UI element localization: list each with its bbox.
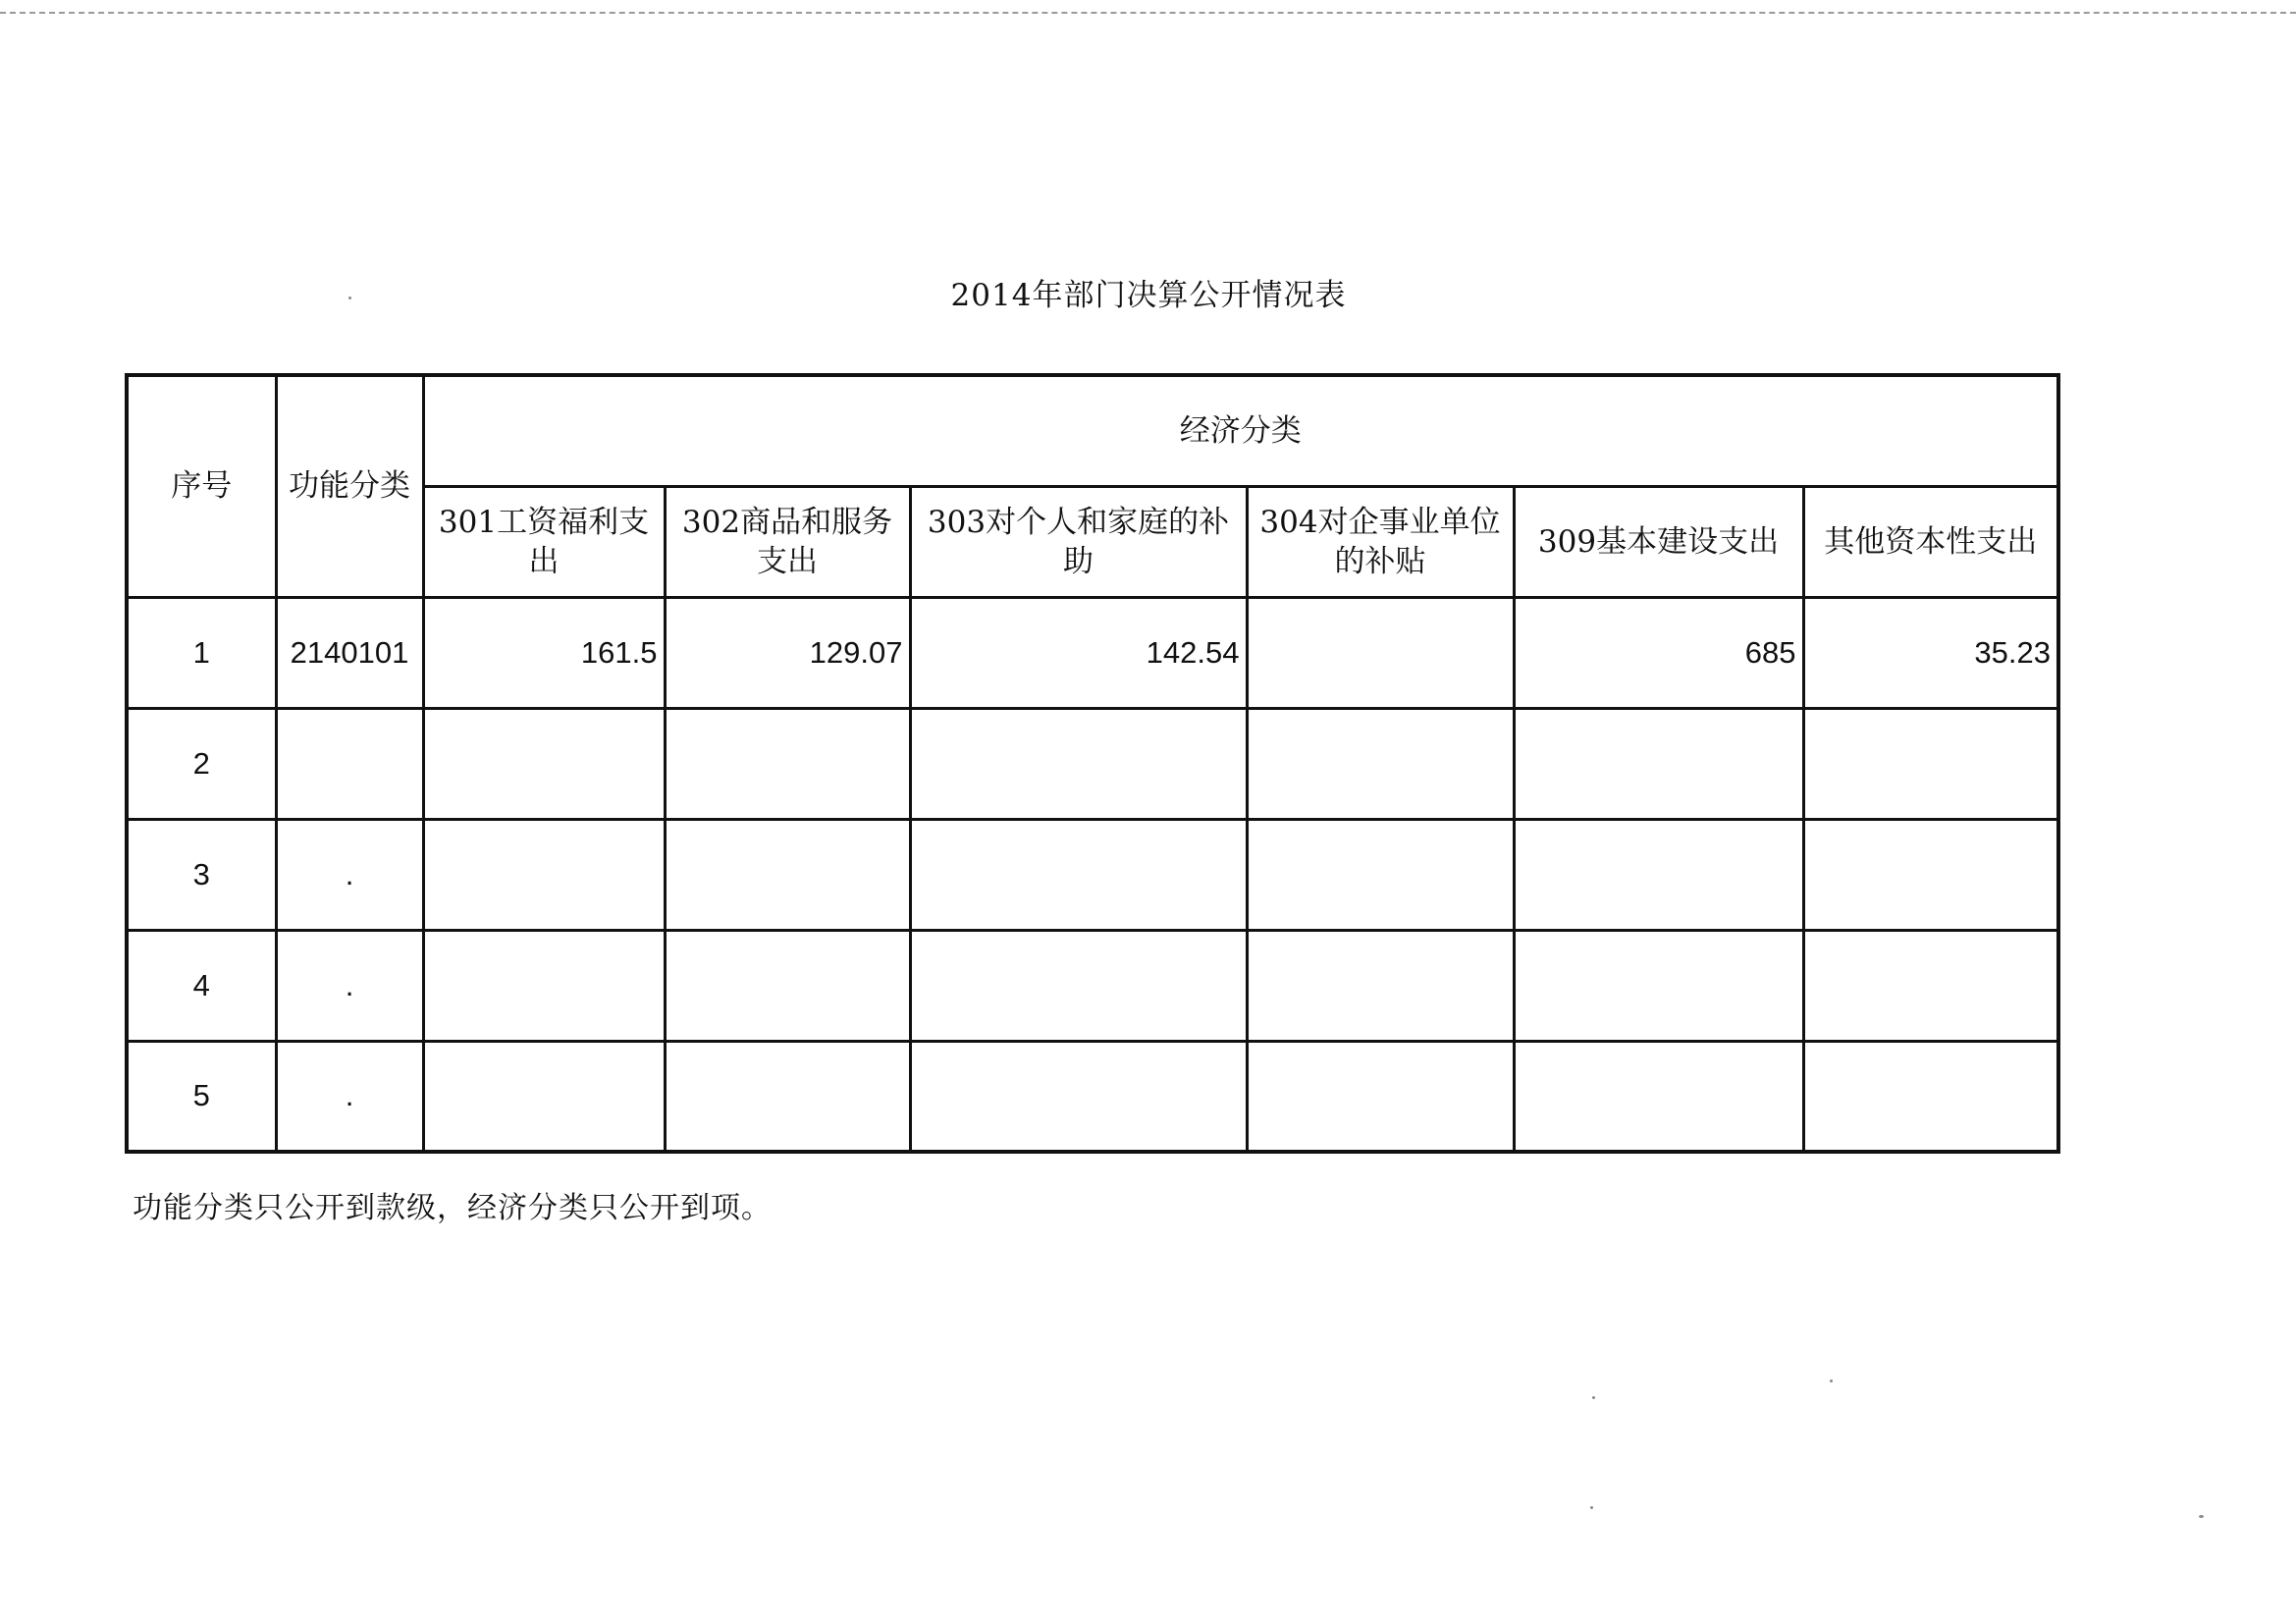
row-code: . [276, 930, 423, 1041]
row-value-302 [665, 708, 910, 819]
row-code: 2140101 [276, 597, 423, 708]
table-row [127, 708, 2058, 819]
row-value-304 [1247, 819, 1514, 930]
scan-speck [2199, 1515, 2204, 1518]
row-value-309 [1514, 708, 1803, 819]
header-other-capital: 其他资本性支出 [1803, 486, 2058, 597]
header-309: 309基本建设支出 [1514, 486, 1803, 597]
header-functional-class: 功能分类 [276, 375, 423, 597]
scan-speck [1830, 1380, 1833, 1382]
row-value-301 [423, 819, 665, 930]
row-value-303: 142.54 [910, 597, 1247, 708]
header-economic-class: 经济分类 [423, 375, 2058, 486]
footnote: 功能分类只公开到款级，经济分类只公开到项。 [133, 1191, 772, 1225]
row-value-302 [665, 1041, 910, 1152]
row-value-303 [910, 930, 1247, 1041]
row-value-other: 35.23 [1803, 597, 2058, 708]
row-value-other [1803, 708, 2058, 819]
scan-speck [348, 297, 351, 299]
header-301: 301工资福利支出 [423, 486, 665, 597]
header-302: 302商品和服务支出 [665, 486, 910, 597]
table-row [127, 819, 2058, 930]
row-value-301: 161.5 [423, 597, 665, 708]
row-seq: 4 [127, 930, 276, 1041]
budget-table [125, 373, 2060, 1154]
row-value-309 [1514, 819, 1803, 930]
row-value-309: 685 [1514, 597, 1803, 708]
row-value-other [1803, 1041, 2058, 1152]
row-value-309 [1514, 930, 1803, 1041]
row-value-other [1803, 819, 2058, 930]
row-seq: 1 [127, 597, 276, 708]
row-value-other [1803, 930, 2058, 1041]
header-seq: 序号 [127, 375, 276, 597]
table-row [127, 1041, 2058, 1152]
row-value-302 [665, 930, 910, 1041]
row-value-302 [665, 819, 910, 930]
scan-edge-line [0, 12, 2296, 14]
row-value-304 [1247, 597, 1514, 708]
row-seq: 5 [127, 1041, 276, 1152]
row-value-304 [1247, 1041, 1514, 1152]
row-value-303 [910, 819, 1247, 930]
scan-speck [1590, 1506, 1593, 1509]
scan-speck [1592, 1396, 1595, 1399]
table-row [127, 930, 2058, 1041]
row-code: . [276, 819, 423, 930]
row-seq: 2 [127, 708, 276, 819]
row-value-304 [1247, 708, 1514, 819]
row-value-303 [910, 1041, 1247, 1152]
table-row [127, 597, 2058, 708]
header-row-top [127, 375, 2058, 486]
row-value-301 [423, 930, 665, 1041]
row-code [276, 708, 423, 819]
row-value-304 [1247, 930, 1514, 1041]
document-title: 2014年部门决算公开情况表 [950, 278, 1347, 313]
row-value-301 [423, 1041, 665, 1152]
row-code: . [276, 1041, 423, 1152]
row-value-302: 129.07 [665, 597, 910, 708]
row-value-301 [423, 708, 665, 819]
header-303: 303对个人和家庭的补助 [910, 486, 1247, 597]
header-304: 304对企事业单位的补贴 [1247, 486, 1514, 597]
row-value-303 [910, 708, 1247, 819]
row-seq: 3 [127, 819, 276, 930]
row-value-309 [1514, 1041, 1803, 1152]
